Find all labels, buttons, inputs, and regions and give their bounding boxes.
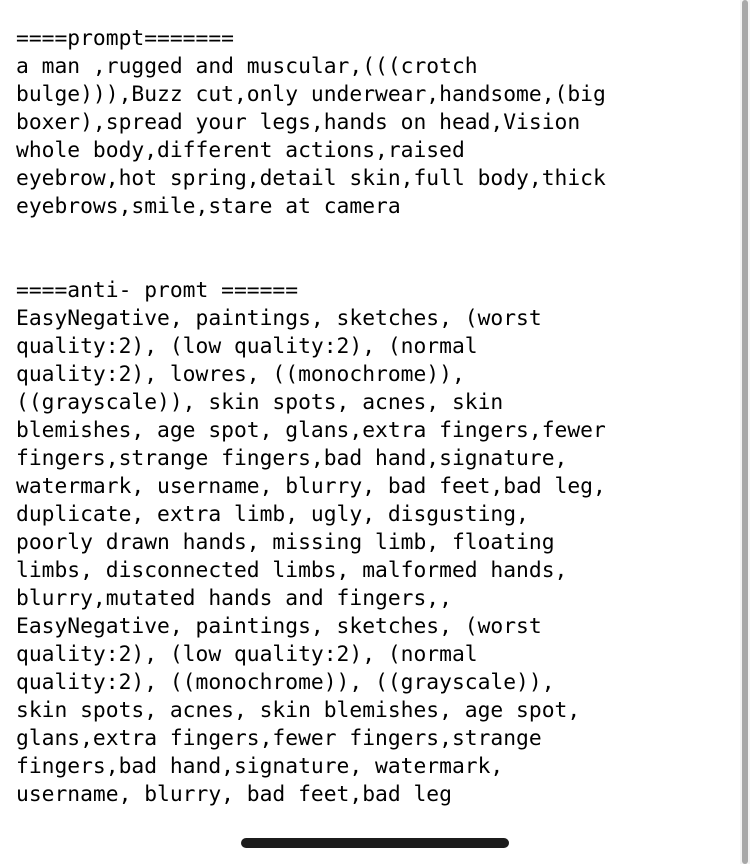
prompt-line: eyebrows,smile,stare at camera <box>16 194 401 219</box>
anti-prompt-line: blemishes, age spot, glans,extra fingers,fewer <box>16 418 606 443</box>
anti-prompt-line: glans,extra fingers,fewer fingers,strange <box>16 726 542 751</box>
anti-prompt-line: EasyNegative, paintings, sketches, (worst <box>16 614 542 639</box>
prompt-line: eyebrow,hot spring,detail skin,full body,thick <box>16 166 606 191</box>
anti-prompt-header: ====anti- promt ====== <box>16 278 299 303</box>
section-spacer <box>16 221 738 277</box>
anti-prompt-line: duplicate, extra limb, ugly, disgusting, <box>16 502 529 527</box>
prompt-header: ====prompt======= <box>16 26 234 51</box>
anti-prompt-line: quality:2), (low quality:2), (normal <box>16 642 478 667</box>
anti-prompt-line: quality:2), ((monochrome)), ((grayscale)), <box>16 670 555 695</box>
anti-prompt-line: poorly drawn hands, missing limb, floating <box>16 530 555 555</box>
anti-prompt-line: limbs, disconnected limbs, malformed hands, <box>16 558 568 583</box>
anti-prompt-line: blurry,mutated hands and fingers,, <box>16 586 452 611</box>
scrollbar-track[interactable] <box>740 0 750 864</box>
prompt-line: a man ,rugged and muscular,(((crotch <box>16 54 478 79</box>
prompt-line: bulge))),Buzz cut,only underwear,handsome,(big <box>16 82 606 107</box>
prompt-line: whole body,different actions,raised <box>16 138 465 163</box>
anti-prompt-line: fingers,bad hand,signature, watermark, <box>16 754 504 779</box>
anti-prompt-line: ((grayscale)), skin spots, acnes, skin <box>16 390 504 415</box>
anti-prompt-line: EasyNegative, paintings, sketches, (worst <box>16 306 542 331</box>
anti-prompt-line: username, blurry, bad feet,bad leg <box>16 782 452 807</box>
note-text-area[interactable] <box>16 25 738 809</box>
anti-prompt-line: quality:2), (low quality:2), (normal <box>16 334 478 359</box>
anti-prompt-line: fingers,strange fingers,bad hand,signature, <box>16 446 568 471</box>
anti-prompt-line: skin spots, acnes, skin blemishes, age spot, <box>16 698 581 723</box>
anti-prompt-line: watermark, username, blurry, bad feet,bad leg, <box>16 474 606 499</box>
anti-prompt-line: quality:2), lowres, ((monochrome)), <box>16 362 465 387</box>
scrollbar-thumb[interactable] <box>742 0 748 864</box>
prompt-line: boxer),spread your legs,hands on head,Vision <box>16 110 581 135</box>
home-indicator[interactable] <box>241 838 509 848</box>
